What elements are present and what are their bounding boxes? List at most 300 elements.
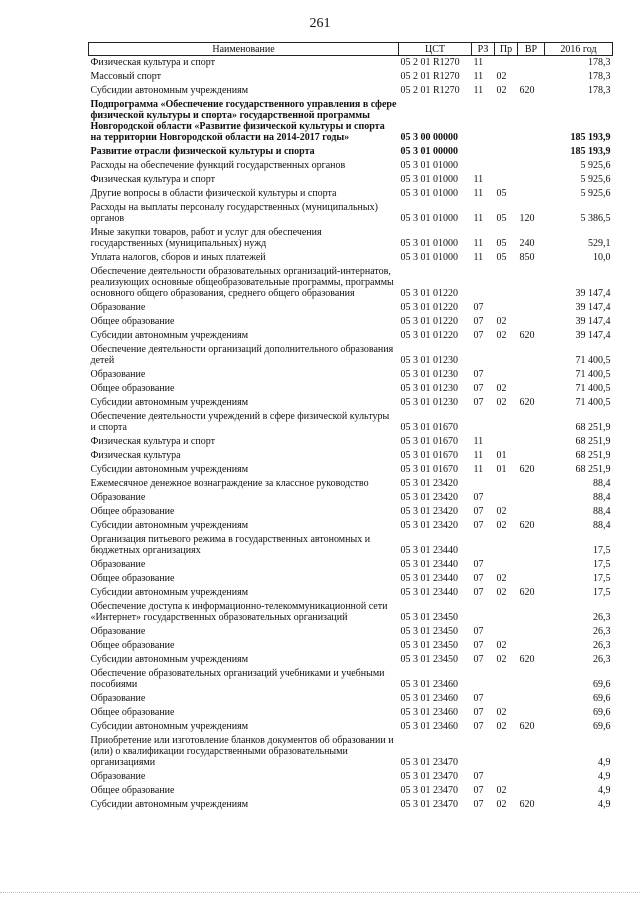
row-sum: 39 147,4 [575, 288, 611, 299]
row-cst: 05 3 01 23460 [400, 679, 458, 690]
row-cst: 05 3 01 23470 [400, 799, 458, 810]
row-sum: 69,6 [593, 679, 611, 690]
row-pr: 02 [496, 640, 507, 651]
row-rz: 07 [473, 771, 484, 782]
row-sum: 68 251,9 [575, 422, 611, 433]
row-rz: 07 [473, 492, 484, 503]
row-vr: 620 [519, 330, 535, 341]
table-row [89, 449, 613, 463]
row-name: Развитие отрасли физической культуры и спорта [90, 146, 315, 157]
row-cst: 05 3 01 23460 [400, 693, 458, 704]
row-pr [495, 667, 518, 692]
row-cst: 05 3 01 23460 [400, 721, 458, 732]
table-row [89, 784, 613, 798]
row-sum: 68 251,9 [575, 450, 611, 461]
row-cst: 05 3 01 01670 [400, 436, 458, 447]
row-name: Субсидии автономным учреждениям [90, 520, 249, 531]
row-vr: 620 [519, 464, 535, 475]
row-sum: 178,3 [588, 71, 611, 82]
row-cst: 05 3 01 01000 [400, 188, 458, 199]
row-rz: 07 [473, 520, 484, 531]
row-pr [495, 265, 518, 301]
row-rz: 11 [473, 464, 484, 475]
row-rz: 11 [473, 436, 484, 447]
page-number: 261 [309, 16, 331, 31]
row-rz: 07 [473, 707, 484, 718]
row-vr [518, 159, 545, 173]
row-cst: 05 3 01 23460 [400, 707, 458, 718]
row-cst: 05 3 01 23420 [400, 506, 458, 517]
row-rz [472, 533, 495, 558]
table-row [89, 558, 613, 572]
table-row [89, 70, 613, 84]
row-rz: 07 [473, 587, 484, 598]
row-vr [518, 315, 545, 329]
row-pr [495, 692, 518, 706]
row-cst: 05 2 01 R1270 [400, 71, 460, 82]
row-cst: 05 3 01 23470 [400, 757, 458, 768]
row-rz [472, 265, 495, 301]
row-pr: 05 [496, 188, 507, 199]
row-pr [495, 301, 518, 315]
table-row [89, 226, 613, 251]
table-row [89, 84, 613, 98]
row-pr [495, 625, 518, 639]
row-vr [518, 505, 545, 519]
row-rz [472, 410, 495, 435]
row-pr: 01 [496, 450, 507, 461]
row-rz [472, 343, 495, 368]
row-vr [518, 265, 545, 301]
row-sum: 529,1 [588, 238, 611, 249]
table-row [89, 667, 613, 692]
row-rz: 07 [473, 693, 484, 704]
table-row [89, 572, 613, 586]
row-name: Субсидии автономным учреждениям [90, 330, 249, 341]
table-row [89, 329, 613, 343]
row-name: Образование [90, 559, 146, 570]
row-pr [495, 368, 518, 382]
row-rz: 11 [473, 174, 484, 185]
row-cst: 05 3 01 01670 [400, 450, 458, 461]
row-name: Субсидии автономным учреждениям [90, 397, 249, 408]
row-sum: 4,9 [598, 771, 611, 782]
row-cst: 05 3 01 01220 [400, 316, 458, 327]
row-sum: 88,4 [593, 520, 611, 531]
row-cst: 05 3 01 01220 [400, 330, 458, 341]
row-name: Ежемесячное денежное вознаграждение за классное руководство [90, 478, 369, 489]
row-sum: 69,6 [593, 721, 611, 732]
row-cst: 05 3 01 23470 [400, 771, 458, 782]
row-pr [495, 477, 518, 491]
row-sum: 17,5 [593, 559, 611, 570]
row-vr [518, 70, 545, 84]
table-row [89, 382, 613, 396]
row-pr [495, 734, 518, 770]
row-rz [472, 145, 495, 159]
row-sum: 4,9 [598, 799, 611, 810]
row-pr: 05 [496, 213, 507, 224]
table-row [89, 586, 613, 600]
table-row [89, 396, 613, 410]
row-vr: 620 [519, 520, 535, 531]
row-sum: 5 925,6 [580, 174, 611, 185]
row-pr: 02 [496, 785, 507, 796]
row-rz: 11 [473, 213, 484, 224]
row-pr [495, 410, 518, 435]
row-rz: 07 [473, 626, 484, 637]
row-rz: 11 [473, 252, 484, 263]
row-vr [518, 343, 545, 368]
row-rz [472, 600, 495, 625]
row-vr [518, 435, 545, 449]
row-rz: 11 [473, 71, 484, 82]
row-sum: 5 925,6 [580, 160, 611, 171]
row-name: Физическая культура и спорт [90, 436, 215, 447]
row-rz: 07 [473, 316, 484, 327]
row-vr [518, 187, 545, 201]
row-sum: 178,3 [588, 85, 611, 96]
row-sum: 26,3 [593, 612, 611, 623]
row-rz: 11 [473, 85, 484, 96]
row-vr [518, 667, 545, 692]
row-rz [472, 159, 495, 173]
row-sum: 185 193,9 [570, 146, 611, 157]
row-sum: 69,6 [593, 707, 611, 718]
row-name: Субсидии автономным учреждениям [90, 464, 249, 475]
table-row [89, 463, 613, 477]
row-sum: 88,4 [593, 506, 611, 517]
row-pr [495, 145, 518, 159]
row-vr [518, 410, 545, 435]
row-name: Общее образование [90, 383, 175, 394]
row-pr [495, 173, 518, 187]
table-row [89, 201, 613, 226]
row-vr: 850 [519, 252, 535, 263]
row-rz: 07 [473, 330, 484, 341]
row-pr: 02 [496, 71, 507, 82]
row-rz: 11 [473, 450, 484, 461]
row-vr [518, 706, 545, 720]
table-row [89, 251, 613, 265]
table-row [89, 625, 613, 639]
row-vr: 620 [519, 397, 535, 408]
table-row [89, 533, 613, 558]
row-rz: 11 [473, 188, 484, 199]
row-sum: 5 925,6 [580, 188, 611, 199]
table-body [89, 56, 613, 813]
row-pr [495, 770, 518, 784]
table-row [89, 315, 613, 329]
row-name: Расходы на обеспечение функций государственных органов [90, 160, 346, 171]
row-vr: 240 [519, 238, 535, 249]
row-rz: 07 [473, 506, 484, 517]
row-pr [495, 159, 518, 173]
row-name: Обеспечение образовательных организаций учебниками и учебными пособиями [90, 668, 385, 690]
table-row [89, 519, 613, 533]
row-name: Физическая культура и спорт [90, 57, 215, 68]
row-vr [518, 449, 545, 463]
table-row [89, 734, 613, 770]
table-row [89, 720, 613, 734]
header-vr: ВР [518, 43, 545, 56]
row-name: Расходы на выплаты персоналу государственных (муниципальных) органов [90, 202, 378, 224]
table-row [89, 653, 613, 667]
row-name: Иные закупки товаров, работ и услуг для обеспечения государственных (муниципальных) нужд [90, 227, 322, 249]
table-row [89, 706, 613, 720]
row-sum: 88,4 [593, 492, 611, 503]
row-sum: 71 400,5 [575, 397, 611, 408]
table-row [89, 410, 613, 435]
row-pr [495, 600, 518, 625]
row-cst: 05 3 01 23440 [400, 545, 458, 556]
row-sum: 178,3 [588, 57, 611, 68]
row-name: Общее образование [90, 506, 175, 517]
row-vr: 620 [519, 654, 535, 665]
row-cst: 05 3 01 01670 [400, 422, 458, 433]
table-row [89, 187, 613, 201]
row-cst: 05 3 01 00000 [400, 146, 458, 157]
row-pr: 02 [496, 330, 507, 341]
row-cst: 05 3 01 01000 [400, 213, 458, 224]
table-row [89, 692, 613, 706]
row-rz: 11 [473, 238, 484, 249]
table-row [89, 368, 613, 382]
table-row [89, 343, 613, 368]
row-pr: 02 [496, 316, 507, 327]
row-cst: 05 3 01 23450 [400, 612, 458, 623]
row-sum: 68 251,9 [575, 436, 611, 447]
row-cst: 05 3 01 23420 [400, 492, 458, 503]
row-sum: 17,5 [593, 545, 611, 556]
row-sum: 71 400,5 [575, 383, 611, 394]
row-pr: 05 [496, 238, 507, 249]
row-rz: 07 [473, 721, 484, 732]
row-vr: 620 [519, 85, 535, 96]
row-rz: 07 [473, 559, 484, 570]
row-vr [518, 56, 545, 71]
row-cst: 05 3 01 23450 [400, 640, 458, 651]
row-pr: 02 [496, 573, 507, 584]
row-rz [472, 98, 495, 145]
row-sum: 39 147,4 [575, 302, 611, 313]
row-rz: 07 [473, 654, 484, 665]
row-name: Приобретение или изготовление бланков документов об образовании и (или) о квалификации государственными образовательными организациями [90, 735, 394, 768]
row-vr [518, 784, 545, 798]
row-cst: 05 3 01 01220 [400, 288, 458, 299]
row-pr: 02 [496, 520, 507, 531]
row-name: Субсидии автономным учреждениям [90, 587, 249, 598]
row-sum: 185 193,9 [570, 132, 611, 143]
table-row [89, 798, 613, 812]
row-name: Обеспечение деятельности образовательных организаций-интернатов, реализующих основные общеобразовательные программы, программы основного общего образования, среднего общего образования [90, 266, 394, 299]
row-cst: 05 3 01 23440 [400, 573, 458, 584]
row-sum: 88,4 [593, 478, 611, 489]
row-rz: 07 [473, 640, 484, 651]
row-pr: 02 [496, 383, 507, 394]
row-sum: 26,3 [593, 654, 611, 665]
row-sum: 4,9 [598, 757, 611, 768]
row-rz: 07 [473, 397, 484, 408]
row-name: Общее образование [90, 640, 175, 651]
row-vr [518, 368, 545, 382]
row-sum: 68 251,9 [575, 464, 611, 475]
table-row [89, 491, 613, 505]
row-pr: 02 [496, 397, 507, 408]
row-cst: 05 3 01 01000 [400, 160, 458, 171]
row-vr [518, 477, 545, 491]
row-sum: 26,3 [593, 626, 611, 637]
row-vr [518, 173, 545, 187]
table-row [89, 145, 613, 159]
row-pr [495, 558, 518, 572]
row-cst: 05 2 01 R1270 [400, 85, 460, 96]
row-cst: 05 3 01 23450 [400, 654, 458, 665]
row-name: Общее образование [90, 707, 175, 718]
row-pr: 02 [496, 587, 507, 598]
row-cst: 05 3 01 01230 [400, 397, 458, 408]
row-sum: 39 147,4 [575, 316, 611, 327]
row-pr [495, 343, 518, 368]
row-name: Образование [90, 302, 146, 313]
row-pr: 02 [496, 654, 507, 665]
row-sum: 39 147,4 [575, 330, 611, 341]
row-name: Массовый спорт [90, 71, 162, 82]
row-vr: 620 [519, 721, 535, 732]
row-name: Физическая культура и спорт [90, 174, 215, 185]
row-vr [518, 692, 545, 706]
row-vr: 120 [519, 213, 535, 224]
row-vr: 620 [519, 587, 535, 598]
row-vr [518, 600, 545, 625]
table-header-row [89, 43, 613, 56]
row-vr [518, 145, 545, 159]
row-name: Обеспечение деятельности организаций дополнительного образования детей [90, 344, 394, 366]
table-row [89, 265, 613, 301]
row-cst: 05 3 01 01230 [400, 369, 458, 380]
row-name: Субсидии автономным учреждениям [90, 799, 249, 810]
row-pr [495, 491, 518, 505]
row-cst: 05 2 01 R1270 [400, 57, 460, 68]
header-pr: Пр [495, 43, 518, 56]
table-row [89, 301, 613, 315]
row-rz: 11 [473, 57, 484, 68]
row-vr [518, 533, 545, 558]
row-cst: 05 3 01 01670 [400, 464, 458, 475]
row-name: Образование [90, 693, 146, 704]
row-pr: 02 [496, 799, 507, 810]
row-sum: 17,5 [593, 587, 611, 598]
row-rz: 07 [473, 383, 484, 394]
row-cst: 05 3 01 01000 [400, 252, 458, 263]
row-vr [518, 639, 545, 653]
table-row [89, 505, 613, 519]
table-row [89, 600, 613, 625]
row-rz [472, 734, 495, 770]
row-vr [518, 558, 545, 572]
row-rz [472, 477, 495, 491]
table-row [89, 639, 613, 653]
row-rz: 07 [473, 369, 484, 380]
row-vr [518, 98, 545, 145]
table-row [89, 770, 613, 784]
row-cst: 05 3 01 23440 [400, 559, 458, 570]
row-pr: 02 [496, 721, 507, 732]
row-pr [495, 56, 518, 71]
row-sum: 17,5 [593, 573, 611, 584]
row-rz [472, 667, 495, 692]
row-name: Общее образование [90, 785, 175, 796]
row-sum: 5 386,5 [580, 213, 611, 224]
table-row [89, 435, 613, 449]
row-cst: 05 3 01 01220 [400, 302, 458, 313]
row-name: Субсидии автономным учреждениям [90, 85, 249, 96]
header-year: 2016 год [545, 43, 613, 56]
row-sum: 71 400,5 [575, 355, 611, 366]
row-cst: 05 3 01 23470 [400, 785, 458, 796]
row-sum: 69,6 [593, 693, 611, 704]
row-rz: 07 [473, 799, 484, 810]
row-name: Образование [90, 626, 146, 637]
row-sum: 26,3 [593, 640, 611, 651]
row-vr [518, 770, 545, 784]
row-vr [518, 734, 545, 770]
row-name: Другие вопросы в области физической культуры и спорта [90, 188, 337, 199]
header-cst: ЦСТ [399, 43, 472, 56]
table-row [89, 173, 613, 187]
row-cst: 05 3 01 23420 [400, 478, 458, 489]
row-pr [495, 533, 518, 558]
row-sum: 10,0 [593, 252, 611, 263]
row-cst: 05 3 00 00000 [400, 132, 458, 143]
row-name: Уплата налогов, сборов и иных платежей [90, 252, 266, 263]
row-pr: 02 [496, 85, 507, 96]
row-vr [518, 625, 545, 639]
row-cst: 05 3 01 01230 [400, 355, 458, 366]
row-name: Образование [90, 492, 146, 503]
row-name: Образование [90, 771, 146, 782]
row-pr: 05 [496, 252, 507, 263]
row-cst: 05 3 01 23440 [400, 587, 458, 598]
table-row [89, 477, 613, 491]
row-sum: 4,9 [598, 785, 611, 796]
row-vr [518, 301, 545, 315]
row-rz: 07 [473, 573, 484, 584]
table-row [89, 56, 613, 71]
row-rz: 07 [473, 785, 484, 796]
table-row [89, 159, 613, 173]
row-pr: 01 [496, 464, 507, 475]
row-name: Обеспечение доступа к информационно-телекоммуникационной сети «Интернет» государственных образовательных организаций [90, 601, 388, 623]
row-name: Общее образование [90, 316, 175, 327]
row-pr: 02 [496, 707, 507, 718]
row-pr: 02 [496, 506, 507, 517]
row-pr [495, 98, 518, 145]
scan-noise-line [0, 892, 640, 899]
row-sum: 71 400,5 [575, 369, 611, 380]
row-cst: 05 3 01 01000 [400, 174, 458, 185]
row-vr [518, 382, 545, 396]
row-cst: 05 3 01 01000 [400, 238, 458, 249]
row-cst: 05 3 01 01230 [400, 383, 458, 394]
row-name: Обеспечение деятельности учреждений в сфере физической культуры и спорта [90, 411, 390, 433]
header-rz: РЗ [472, 43, 495, 56]
budget-table [88, 42, 613, 812]
row-vr: 620 [519, 799, 535, 810]
row-pr [495, 435, 518, 449]
row-cst: 05 3 01 23420 [400, 520, 458, 531]
row-name: Субсидии автономным учреждениям [90, 654, 249, 665]
